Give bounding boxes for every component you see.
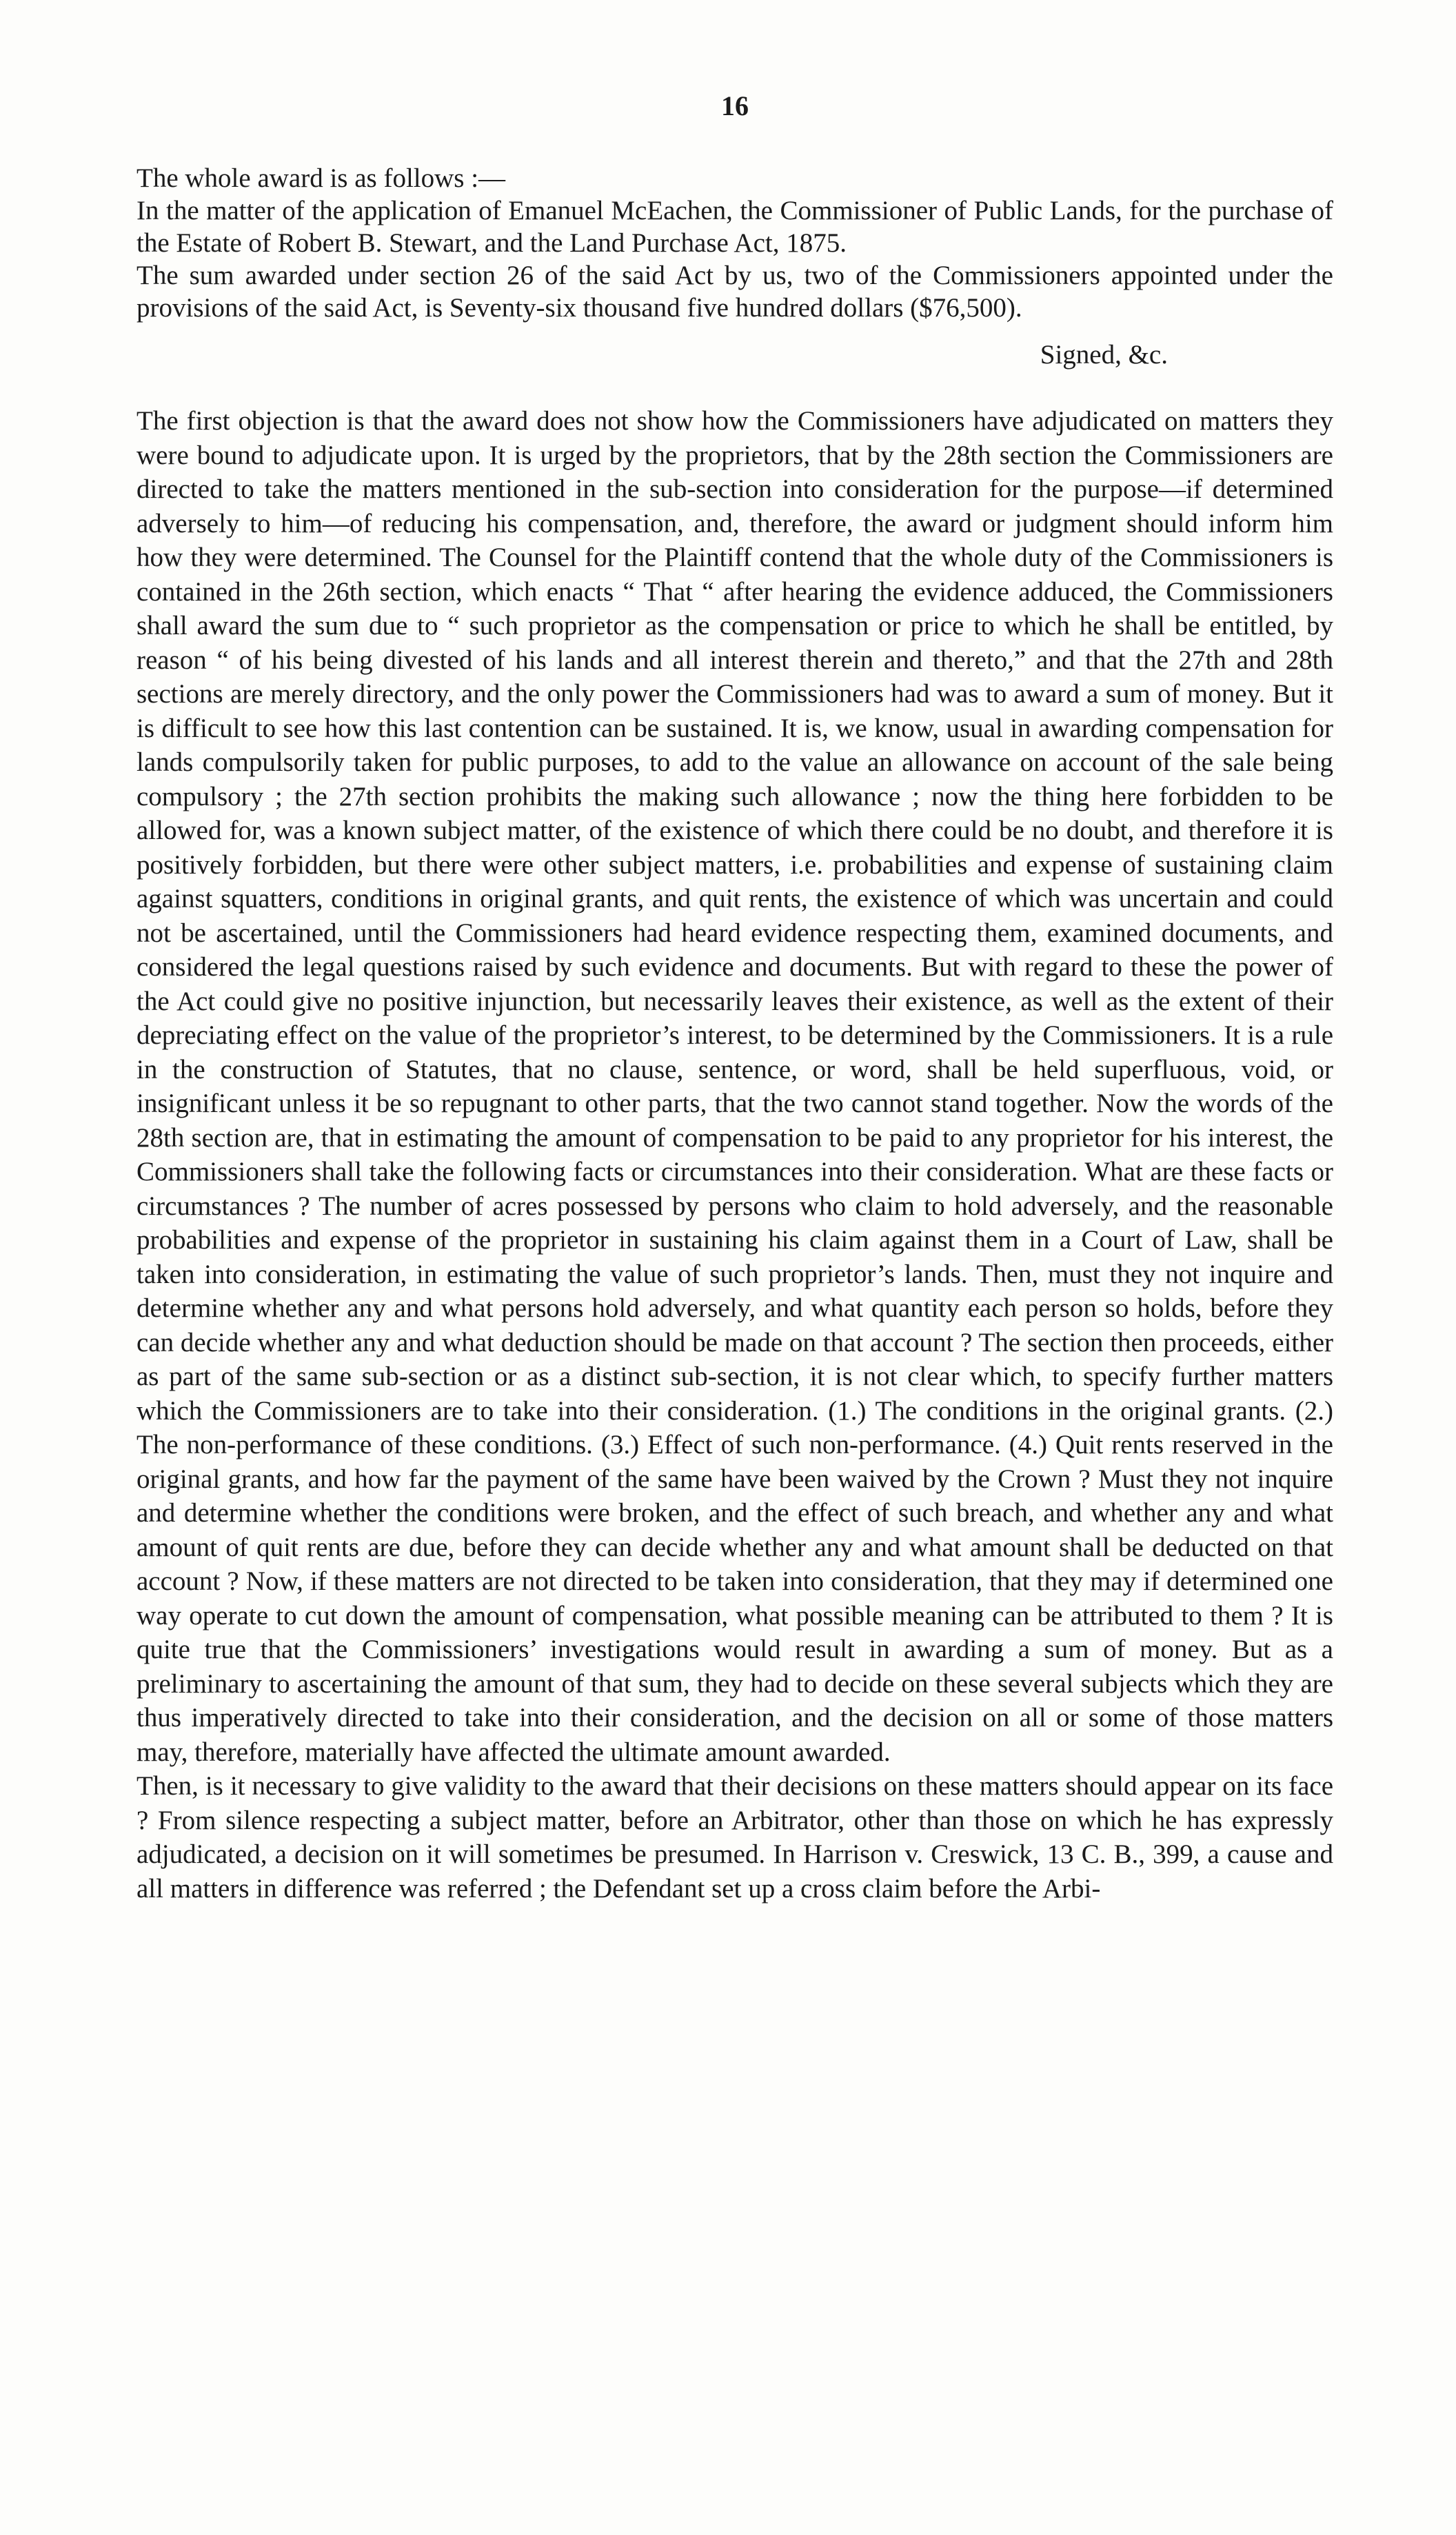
award-matter: In the matter of the application of Emanuel McEachen, the Commissioner of Public Lands, for the purchase of the Estate of Robert B. Stewart, and the Land Purchase Act, 1875. (136, 196, 1333, 258)
judgment-body (136, 404, 1333, 1906)
award-sum: The sum awarded under section 26 of the said Act by us, two of the Commissioners appointed under the provisions of the said Act, is Seventy-six thousand five hundred dollars ($76,500). (136, 261, 1333, 323)
award-text (136, 162, 1333, 324)
award-signature: Signed, &c. (1040, 340, 1168, 370)
award-intro: The whole award is as follows :— (136, 163, 506, 193)
page-number: 16 (721, 90, 749, 121)
paragraph-validity: Then, is it necessary to give validity to the award that their decisions on these matters should appear on its face ? From silence respecting a subject matter, before an Arbitrator, other than those on which he has expressly adjudicated, a decision on it will sometimes be presumed. In Harrison v. Creswick, 13 C. B., 399, a cause and all matters in difference was referred ; the Defendant set up a cross claim before the Arbi- (136, 1771, 1333, 1903)
paragraph-first-objection: The first objection is that the award does not show how the Commissioners have adjudicated on matters they were bound to adjudicate upon. It is urged by the proprietors, that by the 28th section the Commissioners are directed to take the matters mentioned in the sub-section into consideration for the purpose—if determined adversely to him—of reducing his compensation, and, therefore, the award or judgment should inform him how they were determined. The Counsel for the Plaintiff contend that the whole duty of the Commissioners is contained in the 26th section, which enacts “ That “ after hearing the evidence adduced, the Commissioners shall award the sum due to “ such proprietor as the compensation or price to which he shall be entitled, by reason “ of his being divested of his lands and all interest therein and thereto,” and that the 27th and 28th sections are merely directory, and the only power the Commissioners had was to award a sum of money. But it is difficult to see how this last contention can be sustained. It is, we know, usual in awarding compensation for lands compulsorily taken for public purposes, to add to the value an allowance on account of the sale being compulsory ; the 27th section prohibits the making such allowance ; now the thing here forbidden to be allowed for, was a known subject matter, of the existence of which there could be no doubt, and therefore it is positively forbidden, but there were other subject matters, i.e. probabilities and expense of sustaining claim against squatters, conditions in original grants, and quit rents, the existence of which was uncertain and could not be ascertained, until the Commissioners had heard evidence respecting them, examined documents, and considered the legal questions raised by such evidence and documents. But with regard to these the power of the Act could give no positive injunction, but necessarily leaves their existence, as well as the extent of their depreciating effect on the value of the proprietor’s interest, to be determined by the Commissioners. It is a rule in the construction of Statutes, that no clause, sentence, or word, shall be held superfluous, void, or insignificant unless it be so repugnant to other parts, that the two cannot stand together. Now the words of the 28th section are, that in estimating the amount of compensation to be paid to any proprietor for his interest, the Commissioners shall take the following facts or circumstances into their consideration. What are these facts or circumstances ? The number of acres possessed by persons who claim to hold adversely, and the reasonable probabilities and expense of the proprietor in sustaining his claim against them in a Court of Law, shall be taken into consideration, in estimating the value of such proprietor’s lands. Then, must they not inquire and determine whether any and what persons hold adversely, and what quantity each person so holds, before they can decide whether any and what deduction should be made on that account ? The section then proceeds, either as part of the same sub-section or as a distinct sub-section, it is not clear which, to specify further matters which the Commissioners are to take into their consideration. (1.) The conditions in the original grants. (2.) The non-performance of these conditions. (3.) Effect of such non-performance. (4.) Quit rents reserved in the original grants, and how far the payment of the same have been waived by the Crown ? Must they not inquire and determine whether the conditions were broken, and the effect of such breach, and whether any and what amount of quit rents are due, before they can decide whether any and what amount shall be deducted on that account ? Now, if these matters are not directed to be taken into consideration, that they may if determined one way operate to cut down the amount of compensation, what possible meaning can be attributed to them ? It is quite true that the Commissioners’ investigations would result in awarding a sum of money. But as a preliminary to ascertaining the amount of that sum, they had to decide on these several subjects which they are thus imperatively directed to take into their consideration, and the decision on all or some of those matters may, therefore, materially have affected the ultimate amount awarded. (136, 406, 1333, 1767)
